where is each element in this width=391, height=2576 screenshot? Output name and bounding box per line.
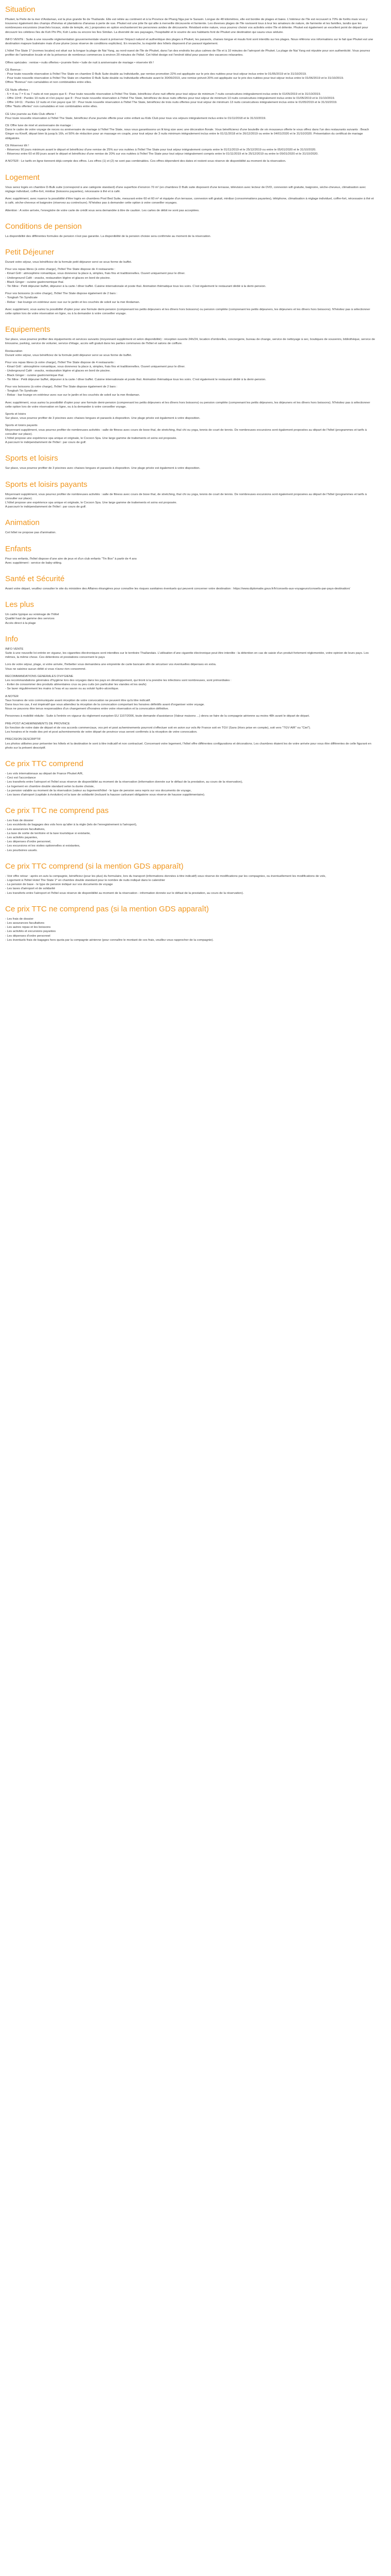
section-paragraph	[5, 674, 376, 691]
section-paragraph: A NOTER : Le tarifs en ligne tiennent déjà compte des offres. Les offres (1) et (2) ne sont pas combinables. Ces offres dépendent des dates et restent sous réserve de disponibilité au moment de la réservation.	[5, 160, 286, 163]
text-line: Nous ne pouvons être tenus responsables d'un changement d'horaires entre votre réservation et la convocation définitive.	[5, 707, 169, 711]
text-line: - Les frais de dossier	[5, 917, 34, 921]
section-paragraph	[5, 772, 376, 797]
text-line: - Rebar : bar-lounge en extérieur avec vue sur le jardin et les couchés de soleil sur la mer Andaman.	[5, 300, 140, 304]
text-line: PRECISION DESCRIPTIF	[5, 738, 41, 741]
text-line: - La pension de base - le type de pension indiqué sur vos documents de voyage	[5, 883, 113, 887]
section-logement	[5, 173, 376, 213]
text-line: - Les transferts entre l'aéroport et l'hôtel sous réserve de disponibilité au moment de la réservation - information donnée sur le défaut de la prestation, au cours de la réservation).	[5, 891, 244, 895]
text-line: - Les taxes d'aéroport (capitale à évolution) et la taxe de solidarité (incluant la hausse carburant obligatoire sous réserve de hausse supplémentaire).	[5, 793, 205, 796]
text-line: Restauration	[5, 349, 23, 353]
section-paragraph	[5, 349, 376, 358]
section-paragraph: Offres spéciales : remise • nuits offertes • journée fixée • Iude de nuit à anniversaire de mariage • réservée tôt !	[5, 61, 154, 64]
text-line: Offre "Nuits offertes" non cumulables et non combinables entre elles.	[5, 105, 98, 109]
section-paragraph	[5, 557, 376, 565]
section-paragraph	[5, 493, 376, 510]
section-title: Info	[5, 634, 19, 643]
section-title: Ce prix TTC ne comprend pas	[5, 806, 109, 816]
text-line: - Tin Mine : Petit déjeuner buffet, déjeuner à la carte / dîner buffet. Cuisine internationale et poste thaï. Animation thématique tous les soirs. C'est également le restaurant dédié à la demi-pension.	[5, 378, 266, 381]
text-line: Qualité haut de gamme des services	[5, 617, 55, 621]
section-title: Situation	[5, 5, 36, 14]
section-paragraph	[5, 267, 376, 289]
text-line: - Black Ginger : cuisine gastronomique thaï.	[5, 280, 64, 284]
section-paragraph	[5, 647, 376, 660]
section-equipements	[5, 325, 376, 445]
section-title: Petit Déjeuner	[5, 247, 55, 257]
text-line: Pour vos enfants, l'hôtel dispose d'une aire de jeux et d'un club enfants "Tin Box" à partir de 4 ans	[5, 557, 137, 561]
text-line: - Les autres repas et les boissons	[5, 926, 51, 929]
text-line: - Tongkah Tin Syndicate	[5, 389, 38, 393]
section-plus	[5, 600, 376, 625]
section-paragraph	[5, 917, 376, 942]
text-line: Vous ne saisirez aucun débit si vous n'avez rien consommé.	[5, 667, 86, 671]
text-line: - Les éventuels frais de bagages hors quota par la compagnie aérienne (pour connaître le montant de ces frais, veuillez vous rapprocher de la compagnie).	[5, 938, 214, 942]
section-prix-ttc	[5, 759, 376, 797]
section-paragraph	[5, 663, 376, 671]
section-paragraph	[5, 874, 376, 895]
section-title: Logement	[5, 173, 40, 182]
text-line: - Kinarl Grill : atmosphère romantique, vous donnerez la place à, simples, frais fins et traditionnelles. Ouvert uniquement pour le dîner.	[5, 272, 186, 276]
section-title: Les plus	[5, 600, 34, 609]
text-line: CE Une journée au Kids Club offerte !	[5, 112, 56, 116]
text-line: - Les excursions et les visites optionnelles si existantes,	[5, 844, 80, 848]
text-line: Pour vos repas libres (à votre charge), l'hôtel The State dispose de 4 restaurants :	[5, 361, 116, 364]
section-animation	[5, 518, 376, 535]
text-line: - Les assurances facultatives,	[5, 827, 45, 831]
text-line: Dans le cadre de votre voyage de noces ou anniversaire de mariage à l'hôtel The State, nous vous garantissons un lit king size avec une décoration florale. Vous bénéficierez d'une bouteille de vin mousseux offerte le vous offrez dans l'un des restaurants suivants : Beach Ginger ou Kinoff, départ bien là jusqu'à 16h, et 50% de réduction pour un massage en couple, pour tout séjour de 3 nuits minimum intégralement inclus entre le 01/11/2018 et le 26/12/2019 ou entre le 04/01/2020 et le 31/10/2020. Présentation du certificat de mariage obligatoire.	[5, 128, 369, 140]
text-line: L'hôtel propose une expérience spa unique et originale, le Cocoon Spa. Une large gamme de traitements et soins est proposée.	[5, 437, 177, 440]
section-paragraph: Avant votre départ, veuillez consulter le site du ministère des Affaires étrangères pour connaître les risques sanitaires éventuels qui peuvent concerner votre destination : https://www.diplomatie.gouv.fr/fr/conseils-aux-voyageurs/conseils-par-pays-destination/	[5, 587, 350, 591]
section-paragraph: Durant votre séjour, vous bénéficiez de la formule petit déjeuner servi se sous forme de buffet.	[5, 260, 132, 264]
text-line: - Les assurances facultatives	[5, 921, 44, 925]
text-line: CE Nuits offertes :	[5, 88, 30, 92]
section-info	[5, 635, 376, 750]
section-paragraph: Phuket, la Perle de la mer d'Andaman, est la plus grande île de Thaïlande. Elle est reliée au continent et à la Province de Phang Nga par le Sarasin. Longue de 48 kilomètres, elle est bordée de plages et baies. L'intérieur de l'île est recouvert à 70% de forêts mais vous y trouverez également des champs d'hévéas et plantations d'ananas à perte de vue. Phuket est une jolie île qui allie à merveille découverte et farniente. Les diverses plages de l'île ravissent tous à leur les amateurs de nature, de farniente et les familles, tandis que les nombreuses excursions (marchés locaux, visite de temple, etc.) proposées en option enchanteront les personnes avides de découverte. Résidant entre nature, vous pourrez choisir vos activités entre l'île et détente. Phuket est également un excellent point de départ pour découvrir les célèbres îles de Koh Phi Phi, Koh Lanta ou encore les îles Similan. La diversité de ses paysages, l'hospitalité et le sourire de ses habitants font de Phuket une destination qui saura vous séduire.	[5, 18, 368, 34]
section-paragraph: L'hôtel The State 1* (normes locales) est situé sur la longue la plage de Nai Yang, au nord-ouest de l'île de Phuket, dans l'un des endroits les plus calmes de l'île et à 10 minutes de l'aéroport de Phuket. La plage de Nai Yang est réputée pour son authenticité. Vous pourrez profiter de l'animation locale et de la présence de nombreux commerces à environ 20 minutes de l'hôtel. Cet hôtel design est l'endroit idéal pour passer des vacances relaxantes.	[5, 49, 370, 57]
section-title: Conditions de pension	[5, 222, 82, 231]
text-line: A parcourir le indépendamment de l'hôtel : par cours de golf.	[5, 441, 87, 445]
text-line: En fonction de notre date de départ et de vos accords commerciaux, vos pré et post acheminements pourront s'effectuer soit en avion sur vols Air France soit en TGV (Sans (Hors prise en compte), soit vers "TGV AIR" ou "Ciel").	[5, 726, 311, 730]
section-title: Equipements	[5, 325, 51, 334]
text-line: L'hôtel propose une expérience spa unique et originale, le Cocoon Spa. Une large gamme de traitements et soins est proposée.	[5, 501, 177, 505]
section-enfants	[5, 545, 376, 565]
text-line: - Tongkah Tin Syndicate	[5, 296, 38, 300]
text-line: Sports et loisirs	[5, 412, 26, 416]
section-paragraph: Sur place, vous pourrez profiter de 3 piscines avec chaises longues et parasols à disposition. Une plage privée est également à votre disposition.	[5, 467, 201, 470]
text-line: - Les excédents de bagages des vols hors qu'aller à la règle (tels de l'enregistrement à l'aéroport),	[5, 823, 137, 827]
text-line: - Pour toute nouvelle réservation à l'hôtel The State en chambre D Bulk Suite double au Individuelle, par remise promotion 22% est appliquée sur le prix des nuitées pour tout séjour inclus entre le 01/05/2019 et le 31/10/2019.	[5, 73, 307, 76]
section-paragraph	[5, 361, 376, 382]
text-line: - Les dépenses d'ordre personnel	[5, 934, 51, 938]
text-line: RECOMMANDATIONS GENERALES D'HYGIENE	[5, 674, 73, 678]
section-title: Ce prix TTC comprend	[5, 759, 84, 768]
section-title: Animation	[5, 518, 40, 528]
text-line: - La pension valable au moment de la réservation (valeur au logement/hôtel - le type de pension sera repris sur vos documents de voyage,	[5, 789, 192, 792]
text-line: Les photos utilisées pour présenter les hôtels et la destination le sont à titre indicatif et non contractuel. Concernant votre logement, l'hôtel offre différentes configurations et décorations. Les chambres étaient les de votre arrivée pour vous être différentes de celle figurant en photo sur la présent descriptif.	[5, 742, 371, 750]
section-title: Enfants	[5, 544, 31, 553]
section-paragraph: Avec supplément, vous auriez la possibilité d'opter pour une formule demi-pension (comprenant les petits déjeuners et les dîners hors boissons) ou pension complète (comprenant les petits déjeuners, les déjeuners et les dîners hors boissons). N'hésitez pas à sélectionner cette option lors de votre réservation en ligne, ou à la demander à votre conseiller voyage.	[5, 401, 370, 409]
section-paragraph	[5, 88, 376, 109]
section-prix-ttc-gds	[5, 862, 376, 895]
text-line: - Offre 14=11 : Pardes 12 nuits et n'en payez que 10 : Pour toute nouvelle réservation à l'hôtel The State, bénéficiez de trois nuits offertes pour tout séjour de minimum 13 nuits consécutives intégralement inclus entre le 01/05/2019 et le 31/10/2019.	[5, 101, 337, 105]
text-line: Pour vos repas libres (à votre charge), l'hôtel The State dispose de 4 restaurants :	[5, 268, 116, 272]
text-line: - Les taxes d'aéroport et de solidarité	[5, 887, 55, 891]
text-line: - Ceci est l'accordance	[5, 776, 36, 780]
text-line: - Eviter de consommer des produits alimentaires crus ou peu cuits (en particulier les viandes et les œufs)	[5, 683, 146, 687]
text-line: INFO VENTE	[5, 647, 24, 651]
section-title: Santé et Sécurité	[5, 574, 65, 584]
section-paragraph: Vous serez logés en chambre D-Bulk suite (correspond à une catégorie standard) d'une superficie d'environ 70 m² (en chambres D Bulk suite disposent d'une terrasse, télévision avec lecteur de DVD, connexion wifi gratuite, baignoire, sèche-cheveux, climatisation avec réglage individuel, coffre-fort, minibar (boissons payantes), nécessaire à thé et à café.	[5, 185, 366, 193]
text-line: CE Bonnus :	[5, 68, 23, 72]
text-line: - 5 = 4 ou 7 = 6 ou 7 nuits et non payes que 6 : Pour toute nouvelle réservation à l'hôtel The State, bénéficiez d'une nuit offerte pour tout séjour de minimum 7 nuits consécutives intégralement inclus entre le 01/05/2019 et le 31/10/2019.	[5, 92, 321, 96]
section-sports-payants	[5, 480, 376, 510]
text-line: - Pour toute nouvelle réservation à l'hôtel The State en chambre D Bulk Suite double ou Individuelle effectuée avant le 30/06/2019, une remise prévoit 20% est appliquée sur le prix des nuitées pour tout séjour inclus entre le 01/06/2019 et le 31/10/2019.	[5, 77, 344, 80]
section-paragraph	[5, 412, 376, 420]
text-line: - Black Ginger : cuisine gastronomique thaï.	[5, 374, 64, 377]
section-title: Ce prix TTC ne comprend pas (si la mention GDS apparaît)	[5, 904, 209, 913]
section-title: Sports et loisirs	[5, 454, 58, 463]
section-paragraph: La disponibilité des différentes formules de pension n'est pas garantie. La disponibilité de la pension choisie sera confirmée au moment de la réservation.	[5, 234, 211, 238]
section-prix-ne-comprend	[5, 806, 376, 853]
text-line: - Les frais de dossier	[5, 819, 34, 823]
text-line: - Underground Café : snacks, restauration légère et glaces en bord de piscine.	[5, 276, 111, 280]
text-line: - Les transferts entre l'aéroport et l'hôtel sous réserve de disponibilité au moment de la réservation (information donnée sur le défaut de la prestation, au cours de la réservation),	[5, 781, 243, 784]
text-line: Sur place, vous pourrez profiter de 3 piscines avec chaises longues et parasols à disposition. Une plage privée est également à votre disposition.	[5, 417, 201, 420]
text-line: - La taxe de sortie de territoire et la taxe touristique si existante,	[5, 832, 91, 835]
text-line: PRE-POST ACHEMINEMENTS DE PROVINCE	[5, 722, 70, 725]
text-line: Les horaires et le mode des pré et post acheminements de votre départ de province vous seront confirmés à la réception de votre convocation.	[5, 731, 198, 734]
section-title: Ce prix TTC comprend (si la mention GDS apparaît)	[5, 861, 184, 871]
text-line: Offres "Bonnus" non cumulables et non combinables entre elles.	[5, 81, 92, 84]
section-paragraph	[5, 112, 376, 121]
text-line: Taux horaires de voix communiquée avant réception de votre convocation ne peuvent être qu'à titre indicatif.	[5, 699, 151, 702]
section-paragraph	[5, 694, 376, 711]
section-paragraph	[5, 144, 376, 157]
text-line: Durant votre séjour, vous bénéficiez de la formule petit déjeuner servi se sous forme de buffet.	[5, 353, 132, 357]
text-line: - Logement à l'hôtel Hotel The State 1* en chambre double standard pour le nombre de nuits indiqué dans le calendrier	[5, 878, 166, 882]
text-line: - Tin Mine : Petit déjeuner buffet, déjeuner à la carte / dîner buffet. Cuisine internationale et poste thaï. Animation thématique tous les soirs. C'est également le restaurant dédié à la demi-pension.	[5, 284, 266, 288]
text-line: - Underground Café : snacks, restauration légère et glaces en bord de piscine.	[5, 369, 111, 373]
text-line: - Réservez entre 60 et 89 jours avant le départ et bénéficiez d'une remise de 20% sur vos nuitées à l'hôtel The State pour tout séjour intégralement compris entre le 01/11/2019 et le 25/12/2019 ou entre le 05/01/2020 et le 31/10/2020.	[5, 152, 319, 156]
text-line: Moyennant supplément, vous pourrez profiter de nombreuses activités : salle de fitness avec cours de boxe thaï, de stretching, thaï chi ou yoga, tennis de court de tennis. De nombreuses excursions sont également proposées au départ de l'hôtel (programmes et tarifs à consulter sur place).	[5, 493, 367, 500]
section-paragraph	[5, 613, 376, 625]
text-line: Un cadre typique au voisinage de l'hôtel	[5, 613, 59, 617]
section-paragraph	[5, 292, 376, 304]
text-line: - Les activités payantes,	[5, 836, 38, 839]
text-line: - Voir offre retour : après en avis la compagnie, bénéficiez (pour les plus) du formulaire, lors du transport (informations données à titre indicatif) sous réserve de modifications par les compagnies, ou éventuellement les modifications de vols,	[5, 874, 326, 878]
section-prix-ne-comprend-gds	[5, 905, 376, 942]
text-line: Pour vos boissons (à votre charge), l'hôtel The State dispose également de 2 bars :	[5, 292, 118, 296]
section-petit-dejeuner	[5, 248, 376, 316]
text-line: - Réservez 90 jours minimum avant le départ et bénéficiez d'une remise de 25% sur vos nuitées à l'hôtel The State pour tout séjour intégralement compris entre le 01/11/2019 et le 25/12/2019 ou entre le 05/01/2020 et le 31/10/2020.	[5, 148, 316, 152]
section-sante	[5, 574, 376, 591]
text-line: Sports et loisirs payants	[5, 424, 38, 428]
text-line: Les recommandations générales d'hygiène lors des voyages dans les pays en développement, qui tiront à la prendre les infections sont nombreuses, sont primordiales :	[5, 679, 232, 683]
text-line: - Le logement en chambre double standard selon la durée choisie,	[5, 785, 94, 788]
text-line: CE Offre lune de miel et anniversaire de mariage :	[5, 124, 73, 128]
text-line: Accès direct à la plage	[5, 621, 36, 625]
section-paragraph	[5, 68, 376, 85]
text-line: - Offre 10=8 : Pardes 10 nuits et n'en payez que 8 : Pour toute nouvelle réservation à l'hôtel The State, bénéficiez de deux nuits offertes pour tout séjour de minimum 10 nuits consécutives intégralement inclus entre le 01/05/2019 et le 31/10/2019.	[5, 97, 335, 100]
section-paragraph	[5, 819, 376, 853]
text-line: Lors de votre séjour, plage, si votre arrivée, l'hébetter vous demandera une empreinte de carte bancaire afin de sécuriser vos éventuelles dépenses en extra.	[5, 663, 217, 667]
text-line: Avec supplément : service de baby-sitting.	[5, 561, 62, 565]
section-paragraph: Personnes à mobilité réduite : Suite à l'entrée en vigueur du règlement européen EU 1107/2006, toute demande d'assistance (Valeur maisons ...) devra se faire de la compagnie aérienne au moins 48h avant le départ de départ.	[5, 715, 310, 718]
section-paragraph: Attention : A votre arrivée, l'enregistre de votre carte de crédit vous sera demandée à titre de caution. Les cartes de débit ne sont pas acceptées.	[5, 209, 200, 212]
section-paragraph	[5, 385, 376, 398]
section-paragraph: Sur place, vous pourrez profiter des équipements et services suivants (moyennant supplément et selon disponibilité) : réception ouverte 24h/24, location d'ombrelles, conciergerie, bureau de change, service de nettoyage à sec, boutiques de souvenirs, bibliothèque, service de limousine, parking, service de voiturier, service d'étage, accès wifi gratuit dans les parties communes de l'hôtel et salons de coiffure.	[5, 338, 375, 346]
text-line: CE Réservez tôt !	[5, 144, 29, 147]
section-situation	[5, 5, 376, 35]
text-line: A NOTER	[5, 694, 19, 698]
section-paragraph: INFO VENTE : Suite à une nouvelle réglementation gouvernementale visant à préserver l'impact naturel et authentique des plages à Phuket, les parasols, chaises longue et mauls font sont interdits sur les plages. Nous référons vos informations sur le fait que Phuket est une destination majeure balnéaire mais d'une plume (sous réserve de conditions explicites). En revanche, la majorité des hôtels disposent d'un parasol également.	[5, 38, 373, 46]
text-line: - Les pourboires usuels.	[5, 849, 38, 852]
text-line: A parcourir le indépendamment de l'hôtel : par cours de golf.	[5, 505, 87, 509]
section-paragraph	[5, 737, 376, 750]
section-conditions	[5, 222, 376, 239]
section-sports	[5, 454, 376, 470]
section-paragraph: Avec supplément, avec nuance la possibilité d'être logés en chambres Pool Bed Suite, mesurant entre 60 et 60 m² et équipée d'un terrasse, connexion wifi gratuit, minibar (consommations payantes), téléphone, climatisation à réglage individuel, coffre-fort, nécessaire à thé et à café, sèche-cheveux et baignoire (réservez au contre/sure). N'hésitez pas à demander cette option à votre conseiller voyages.	[5, 197, 374, 205]
text-line: - Rebar : bar-lounge en extérieur avec vue sur le jardin et les couchés de soleil sur la mer Andaman.	[5, 394, 140, 397]
text-line: Dans tous les cas, il est impératif que vous attendiez la réception de la convocation comportant les horaires définitifs avant d'organiser votre voyage.	[5, 703, 205, 707]
text-line: - Les dépenses d'ordre personnel,	[5, 840, 52, 844]
section-paragraph: Cet hôtel ne propose pas d'animation.	[5, 531, 57, 535]
text-line: - Les activités et excursions payantes	[5, 930, 56, 934]
section-paragraph	[5, 423, 376, 445]
section-title: Sports et loisirs payants	[5, 480, 88, 489]
hotel-description-page	[0, 0, 381, 952]
section-offre	[5, 38, 376, 164]
text-line: Pour vos boissons (à votre charge), l'hôtel The State dispose également de 2 bars :	[5, 385, 118, 388]
text-line: - Les vols internationaux au départ de France Phuket A/R,	[5, 772, 84, 775]
section-paragraph	[5, 722, 376, 735]
text-line: Moyennant supplément, vous pourrez profiter de nombreuses activités : salle de fitness avec cours de boxe thaï, de stretching, thaï chi ou yoga, tennis de court de tennis. De nombreuses excursions sont également proposées au départ de l'hôtel (programmes et tarifs à consulter sur place).	[5, 428, 367, 436]
text-line: - Kinarl Grill : atmosphère romantique, vous donnerez la place à, simples, frais fins et traditionnelles. Ouvert uniquement pour le dîner.	[5, 365, 186, 369]
section-paragraph: Avec supplément, vous auriez la possibilité d'opter pour une formule demi-pension (comprenant les petits déjeuners et les dîners hors boissons) ou pension complète (comprenant les petits déjeuners, les déjeuners et les dîners hors boissons). N'hésitez pas à sélectionner cette option lors de votre réservation en ligne, ou à la demander à votre conseiller voyage.	[5, 308, 370, 315]
text-line: Pour toute nouvelle réservation à l'hôtel The State, bénéficiez d'une journée offerte pour votre enfant au Kids Club pour tous vos séjours intégralement inclus entre le 01/11/2018 et le 31/10/2019.	[5, 116, 266, 120]
section-paragraph	[5, 124, 376, 141]
text-line: Suite à une nouvelle loi entrée en vigueur, les cigarettes électroniques sont interdites sur le territoire Thaïlandais. L'utilisation d'une cigarette électronique peut être interdite : la détention en cas de saisie d'un produit fortement réglementée, votre opinion de leurs pays. Les mêmes, la même chose. Ces détentions et prestations concernent le pays	[5, 652, 369, 659]
text-line: - Se laver régulièrement les mains à l'eau et au savon ou au soluté hydro-alcoolique.	[5, 687, 119, 691]
